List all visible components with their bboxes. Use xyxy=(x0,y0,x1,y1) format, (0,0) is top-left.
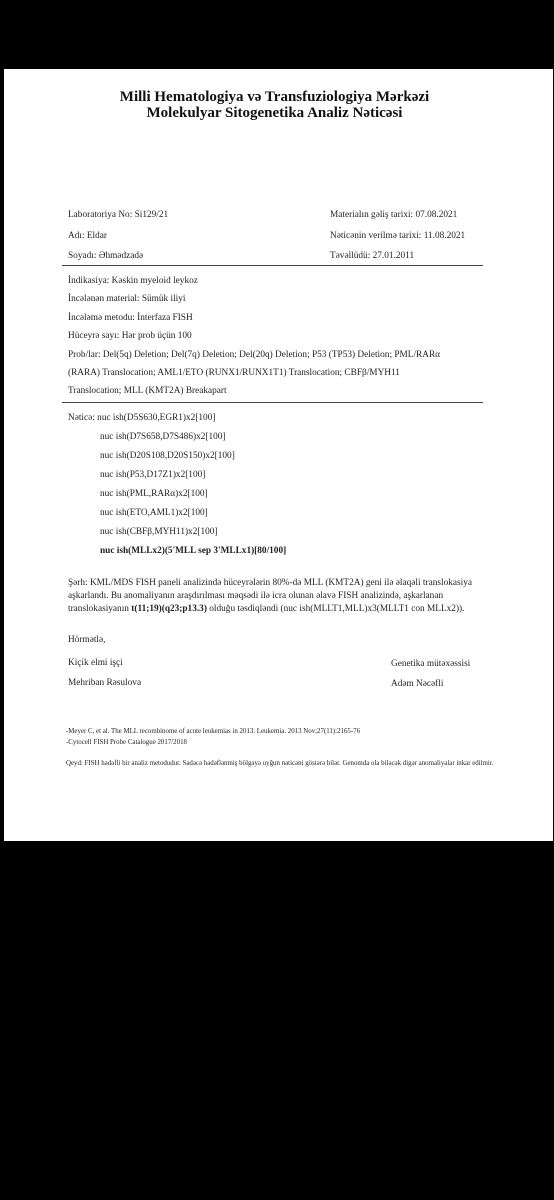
left-signatory-name: Mehriban Rəsulova xyxy=(68,678,142,688)
reference-1: -Meyer C, et al. The MLL recombinome of acute leukemias in 2013. Leukemia. 2013 Nov;27(11):2165-76 xyxy=(66,728,361,735)
material-arrival-date: Materialın gəliş tarixi: 07.08.2021 xyxy=(330,210,458,220)
result-item: nuc ish(PML,RARα)x2[100] xyxy=(100,489,208,499)
indication: İndikasiya: Kəskin myeloid leykoz xyxy=(68,276,198,286)
result-label: Nəticə: nuc ish(D5S630,EGR1)x2[100] xyxy=(68,413,216,423)
reference-2: -Cytocell FISH Probe Catalogue 2017/2018 xyxy=(66,739,187,746)
probes-line-3: Translocation; MLL (KMT2A) Breakapart xyxy=(68,386,227,396)
probes-line-1: Prob/lar: Del(5q) Deletion; Del(7q) Deletion; Del(20q) Deletion; P53 (TP53) Deletion; PML/RARα xyxy=(68,350,441,360)
cell-count: Hüceyrə sayı: Hər prob üçün 100 xyxy=(68,331,192,341)
key-result: nuc ish(MLLx2)(5'MLL sep 3'MLLx1)[80/100] xyxy=(100,546,287,556)
translocation-notation: t(11;19)(q23;p13.3) xyxy=(131,604,207,614)
document-title-line2: Molekulyar Sitogenetika Analiz Nəticəsi xyxy=(146,105,403,121)
details-divider xyxy=(62,402,483,403)
explanation-text: translokasiyanın xyxy=(68,604,132,614)
document-page xyxy=(4,69,553,841)
examined-material: İncələnən material: Sümük iliyi xyxy=(68,294,186,304)
disclaimer-note: Qeyd: FISH hədəfli bir analiz metodudur. Sadəcə hədəflənmiş bölgəyə uyğun nəticəni göstərə bilər. Genomda ola biləcək digər anomaliyalar inkar edilmir. xyxy=(66,760,494,767)
header-divider xyxy=(62,265,483,266)
birth-date: Təvəllüdü: 27.01.2011 xyxy=(330,251,415,261)
explanation-line-2: aşkarlandı. Bu anomaliyanın araşdırılması məqsədi ilə icra olunan əlavə FISH analizində, aşkarlanan xyxy=(68,591,444,601)
left-signatory-title: Kiçik elmi işçi xyxy=(68,658,123,668)
explanation-text: olduğu təsdiqləndi (nuc ish(MLLT1,MLL)x3(MLLT1 con MLLx2)). xyxy=(206,604,465,614)
lab-number: Laboratoriya No: Si129/21 xyxy=(68,210,169,220)
probes-line-2: (RARA) Translocation; AML1/ETO (RUNX1/RUNX1T1) Translocation; CBFβ/MYH11 xyxy=(68,368,400,378)
result-item: nuc ish(ETO,AML1)x2[100] xyxy=(100,508,208,518)
right-signatory-name: Adəm Nəcəfli xyxy=(391,679,444,689)
right-signatory-title: Genetika mütəxəssisi xyxy=(391,659,471,669)
document-title-line1: Milli Hematologiya və Transfuziologiya Mərkəzi xyxy=(119,89,430,105)
patient-surname: Soyadı: Əhmədzadə xyxy=(68,251,144,261)
result-item: nuc ish(CBFβ,MYH11)x2[100] xyxy=(100,527,218,537)
regards: Hörmətlə, xyxy=(68,635,106,645)
result-item: nuc ish(D20S108,D20S150)x2[100] xyxy=(100,451,235,461)
result-item: nuc ish(P53,D17Z1)x2[100] xyxy=(100,470,206,480)
explanation-line-3 xyxy=(68,603,464,615)
patient-name: Adı: Eldar xyxy=(68,231,107,241)
result-item: nuc ish(D7S658,D7S486)x2[100] xyxy=(100,432,226,442)
examination-method: İncələmə metodu: İnterfaza FISH xyxy=(68,313,193,323)
explanation-line-1: Şərh: KML/MDS FISH paneli analizində hüceyrələrin 80%-də MLL (KMT2A) geni ilə əlaqəli translokasiya xyxy=(68,578,472,588)
result-issue-date: Nəticənin verilmə tarixi: 11.08.2021 xyxy=(330,231,466,241)
